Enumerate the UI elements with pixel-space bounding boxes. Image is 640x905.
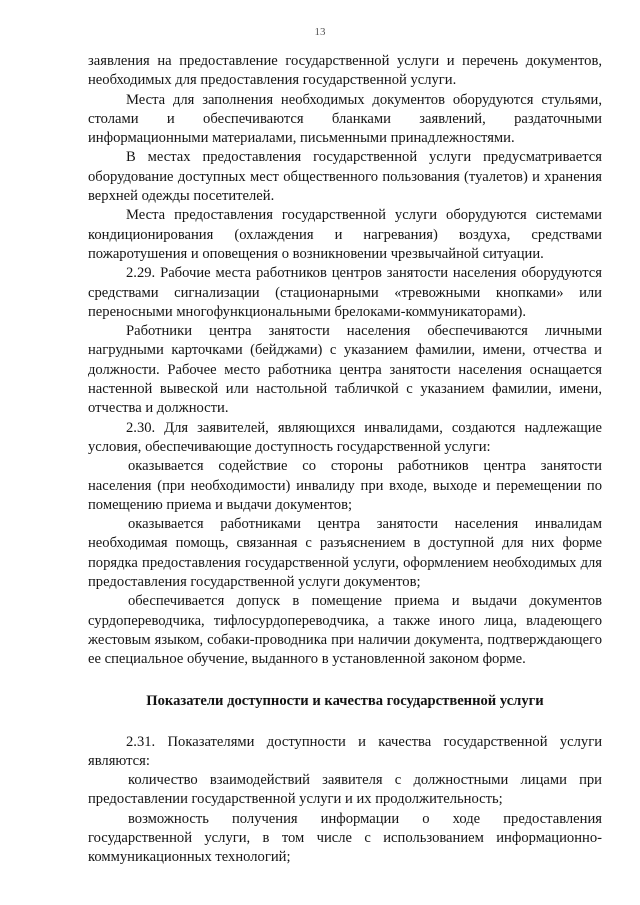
page-number: 13 (314, 26, 326, 38)
list-item-assistance: оказывается содействие со стороны работников центра занятости населения (при необходимости) инвалиду при входе, выходе и перемещении по помещению приема и выдачи документов; (88, 458, 602, 513)
list-item-interpreter-access: обеспечивается допуск в помещение приема и выдачи документов сурдопереводчика, тифлосурдопереводчика, а также иного лица, владеющего жестовым языком, собаки-проводника при наличии документа, подтверждающего ее специальное обучение, выданного в установленной законом форме. (88, 593, 602, 668)
paragraph-continuation: заявления на предоставление государственной услуги и перечень документов, необходимых для предоставления государственной услуги. (88, 53, 602, 89)
paragraph-2-31: 2.31. Показателями доступности и качества государственной услуги являются: (88, 733, 602, 769)
paragraph-2-29: 2.29. Рабочие места работников центров занятости населения оборудуются средствами сигнализации (стационарными «тревожными кнопками» или переносными многофункциональными брелоками-коммуникаторами). (88, 265, 602, 320)
paragraph-filling-places: Места для заполнения необходимых документов оборудуются стульями, столами и обеспечиваются бланками заявлений, раздаточными информационными материалами, письменными принадлежностями. (88, 91, 602, 147)
list-item-explanation: оказывается работниками центра занятости населения инвалидам необходимая помощь, связанная с разъяснением в доступной для них форме порядка предоставления государственной услуги, оформлением необходимых для предоставления государственной услуги документов; (88, 516, 602, 591)
section-heading: Показатели доступности и качества государственной услуги (146, 692, 544, 709)
document-body (88, 52, 602, 868)
paragraph-2-30: 2.30. Для заявителей, являющихся инвалидами, создаются надлежащие условия, обеспечивающие доступность государственной услуги: (88, 419, 602, 455)
list-item-information: возможность получения информации о ходе предоставления государственной услуги, в том числе с использованием информационно-коммуникационных технологий; (88, 810, 602, 866)
paragraph-public-facilities: В местах предоставления государственной услуги предусматривается оборудование доступных мест общественного пользования (туалетов) и хранения верхней одежды посетителей. (88, 149, 602, 205)
paragraph-climate-safety: Места предоставления государственной услуги оборудуются системами кондиционирования (охлаждения и нагревания) воздуха, средствами пожаротушения и оповещения о возникновении чрезвычайной ситуации. (88, 207, 602, 262)
list-item-interactions: количество взаимодействий заявителя с должностными лицами при предоставлении государственной услуги и их продолжительность; (88, 772, 602, 808)
paragraph-badges: Работники центра занятости населения обеспечиваются личными нагрудными карточками (бейджами) с указанием фамилии, имени, отчества и должности. Рабочее место работника центра занятости населения оснащается настенной вывеской или настольной табличкой с указанием фамилии, имени, отчества и должности. (88, 323, 602, 417)
